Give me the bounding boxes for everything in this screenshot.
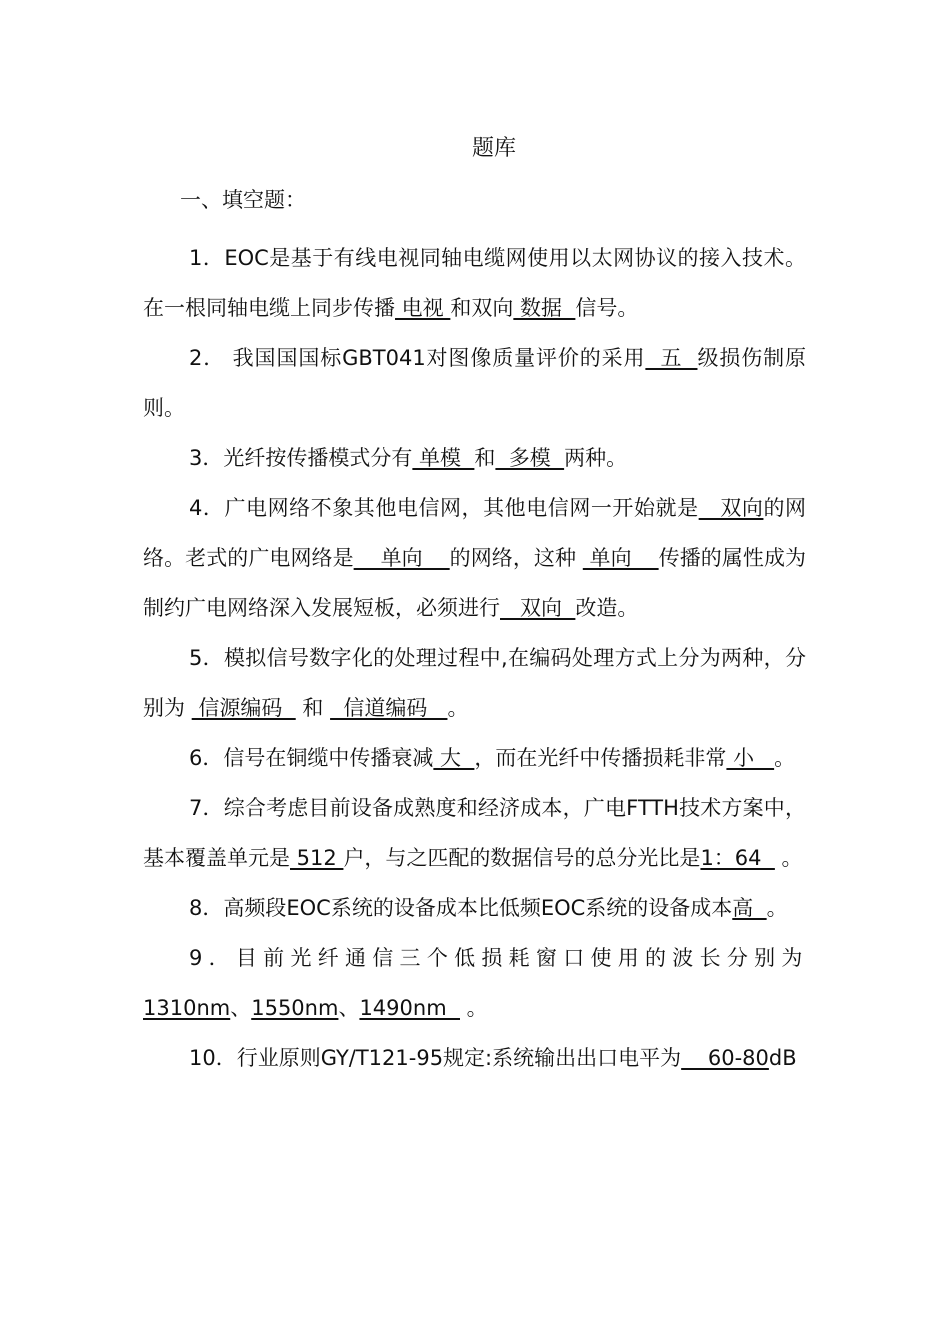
answer-blank: 1：64 [700, 846, 775, 870]
question-list [143, 233, 806, 1083]
answer-blank: 单模 [412, 446, 475, 470]
answer-blank: 1550nm [251, 996, 339, 1020]
answer-blank: 单向 [582, 546, 659, 570]
answer-blank: 双向 [500, 596, 576, 620]
question-4: 4．广电网络不象其他电信网，其他电信网一开始就是 双向的网络。老式的广电网络是 单向 的网络，这种 单向 传播的属性成为制约广电网络深入发展短板，必须进行 双向 改造。 [143, 496, 807, 620]
question-6: 6．信号在铜缆中传播衰减 大 ，而在光纤中传播损耗非常 小 。 [189, 746, 796, 770]
answer-blank: 1490nm [359, 996, 460, 1020]
question-7: 7．综合考虑目前设备成熟度和经济成本，广电FTTH技术方案中，基本覆盖单元是 512 户，与之匹配的数据信号的总分光比是1：64 。 [143, 796, 806, 870]
question-10: 10．行业原则GY/T121-95规定:系统输出出口电平为 60-80dB [189, 1046, 797, 1070]
question-9: 9．目前光纤通信三个低损耗窗口使用的波长分别为1310nm、1550nm、1490nm 。 [143, 946, 806, 1020]
question-8: 8．高频段EOC系统的设备成本比低频EOC系统的设备成本高 。 [189, 896, 788, 920]
answer-blank: 60-80 [681, 1046, 769, 1070]
question-2: 2． 我国国国标GBT041对图像质量评价的采用 五 级损伤制原则。 [143, 346, 807, 420]
answer-blank: 信源编码 [191, 696, 296, 720]
answer-blank: 大 [433, 746, 475, 770]
answer-blank: 高 [732, 896, 767, 920]
answer-blank: 单向 [353, 546, 450, 570]
section-heading: 一、填空题： [180, 188, 306, 212]
question-3: 3．光纤按传播模式分有 单模 和 多模 两种。 [189, 446, 628, 470]
answer-blank: 双向 [698, 496, 764, 520]
answer-blank: 五 [645, 346, 698, 370]
question-5: 5．模拟信号数字化的处理过程中,在编码处理方式上分为两种，分别为 信源编码 和 信道编码 。 [143, 646, 806, 720]
page-title: 题库 [471, 136, 516, 161]
answer-blank: 1310nm [143, 996, 231, 1020]
answer-blank: 信道编码 [330, 696, 448, 720]
answer-blank: 数据 [513, 296, 576, 320]
answer-blank: 小 [726, 746, 775, 770]
answer-blank: 多模 [495, 446, 565, 470]
answer-blank: 电视 [395, 296, 451, 320]
answer-blank: 512 [290, 846, 344, 870]
question-1: 1．EOC是基于有线电视同轴电缆网使用以太网协议的接入技术。在一根同轴电缆上同步传播 电视 和双向 数据 信号。 [143, 246, 806, 320]
